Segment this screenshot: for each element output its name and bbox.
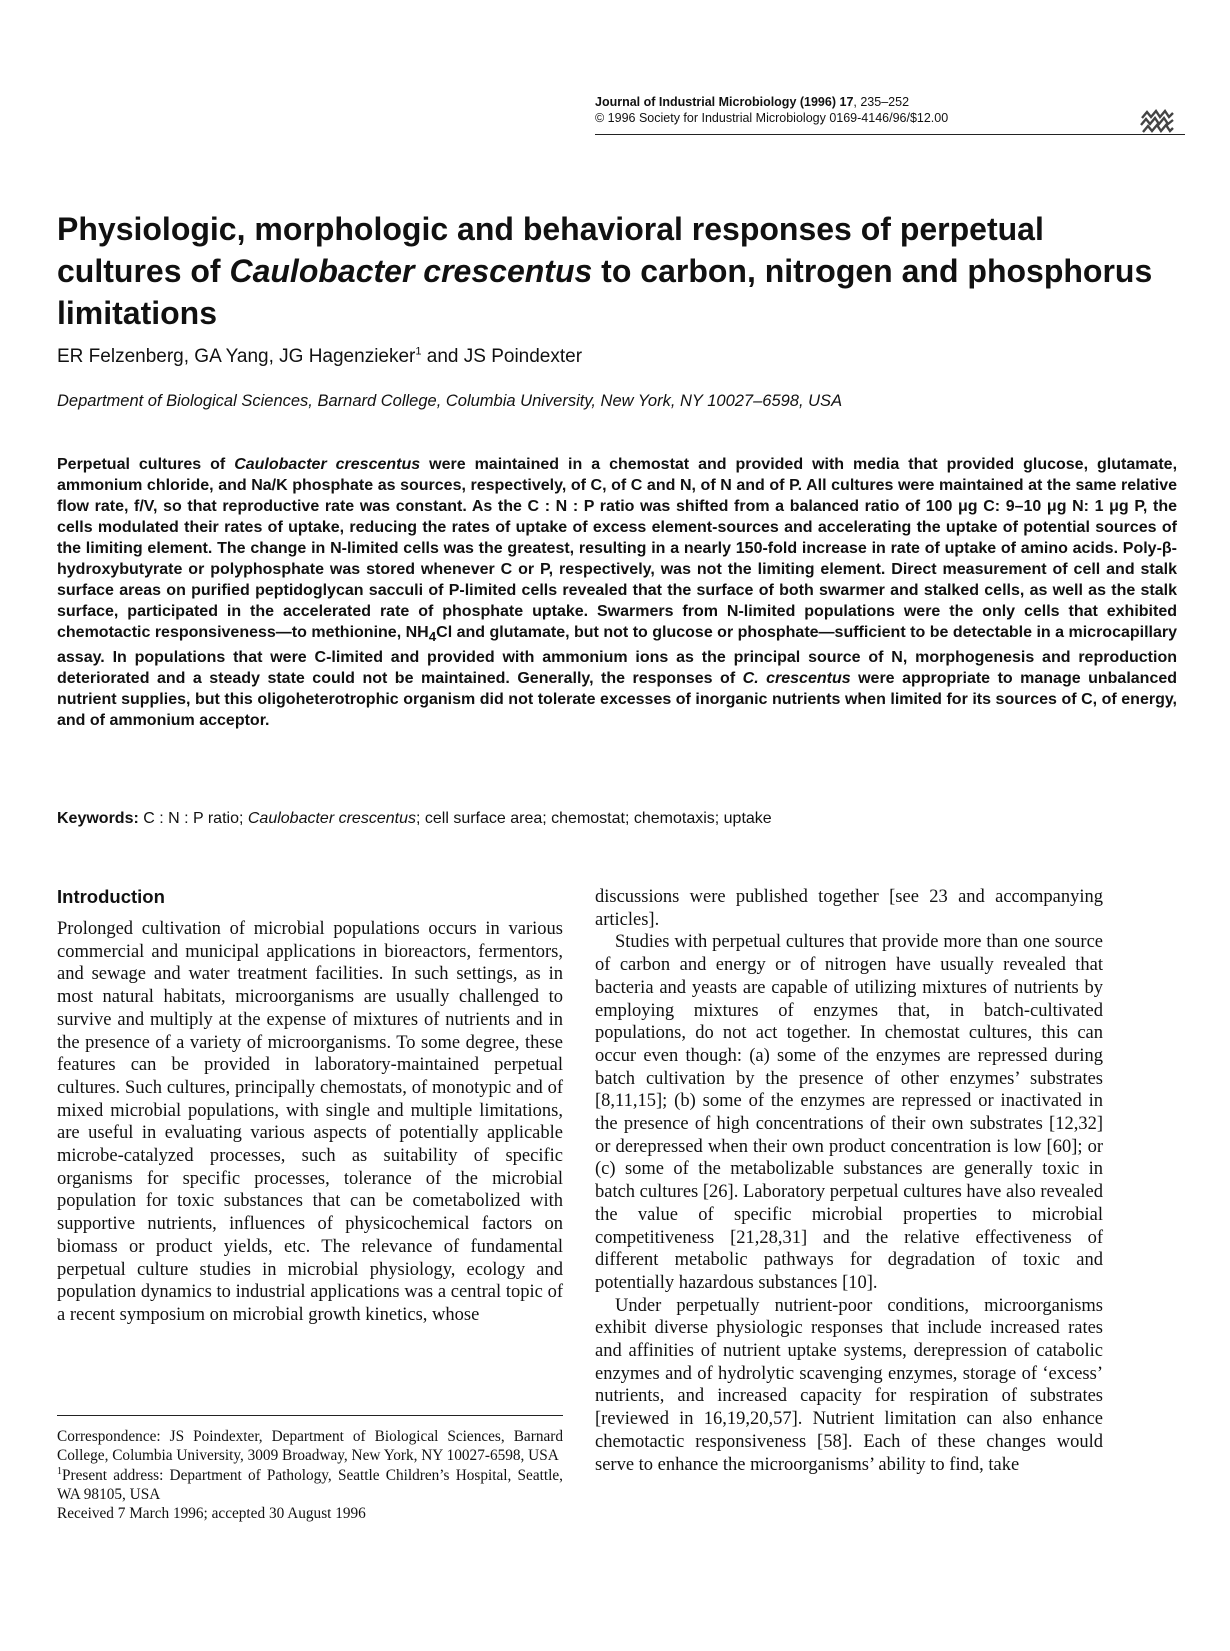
author-names: ER Felzenberg, GA Yang, JG Hagenzieker <box>57 346 416 367</box>
abstract-text-1: Perpetual cultures of <box>57 456 235 473</box>
footnote-received: Received 7 March 1996; accepted 30 August 1996 <box>57 1505 366 1523</box>
affiliation: Department of Biological Sciences, Barnard College, Columbia University, New York, NY 10027–6598, USA <box>57 392 843 410</box>
title-part-1: Physiologic, morphologic and behavioral responses of perpetual cultures of <box>57 211 1044 289</box>
intro-column-left <box>57 918 563 1327</box>
author-last: and JS Poindexter <box>421 346 583 367</box>
footnote-correspondence: Correspondence: JS Poindexter, Department of Biological Sciences, Barnard College, Columbia University, 3009 Broadway, New York, NY 10027-6598, USA <box>57 1428 563 1465</box>
intro-paragraph-3: Under perpetually nutrient-poor conditions, microorganisms exhibit diverse physiologic responses that include increased rates and affinities of nutrient uptake systems, derepression of catabolic enzymes and of hydrolytic scavenging enzymes, storage of ‘excess’ nutrients, and increased capacity for respiration of substrates [reviewed in 16,19,20,57]. Nutrient limitation can also enhance chemotactic responsiveness [58]. Each of these changes would serve to enhance the microorganisms’ ability to find, take <box>595 1295 1103 1475</box>
intro-paragraph-1-cont: discussions were published together [see 23 and accompanying articles]. <box>595 887 1103 930</box>
title-part-2: to carbon, nitrogen and phosphorus limitations <box>57 253 1153 331</box>
keywords-text-2: ; cell surface area; chemostat; chemotaxis; uptake <box>415 810 772 827</box>
abstract-subscript: 4 <box>428 629 437 645</box>
footnote-mark: 1 <box>57 1465 62 1477</box>
footnote-present-text: Present address: Department of Pathology, Seattle Children’s Hospital, Seattle, WA 98105, USA <box>57 1466 563 1503</box>
journal-citation <box>595 94 1185 110</box>
header-rule <box>595 134 1185 135</box>
abstract-text-3: Cl and glutamate, but not to glucose or phosphate—sufficient to be detectable in a microcapillary assay. In populations that were C-limited and provided with ammonium ions as the principal source of N, morphogenesis and reproduction deteriorated and a steady state could not be maintained. Generally, the responses of <box>57 624 1177 688</box>
abstract <box>57 454 1177 731</box>
abstract-text-2: were maintained in a chemostat and provided with media that provided glucose, glutamate, ammonium chloride, and Na/K phosphate as sources, respectively, of C, of C and N, of N and of P. All cultures were maintained at the same relative flow rate, f/V, so that reproductive rate was constant. As the C : N : P ratio was shifted from a balanced ratio of 100 μg C: 9–10 μg N: 1 μg P, the cells modulated their rates of uptake, reducing the rates of uptake of excess element-sources and accelerating the uptake of potential sources of the limiting element. The change in N-limited cells was the greatest, resulting in a nearly 150-fold increase in rate of uptake of amino acids. Poly-β-hydroxybutyrate or polyphosphate was stored whenever C or P, respectively, was not the limiting element. Direct measurement of cell and stalk surface areas on purified peptidoglycan sacculi of P-limited cells revealed that the surface of both swarmer and stalked cells, as well as the stalk surface, participated in the accelerated rate of phosphate uptake. Swarmers from N-limited populations were the only cells that exhibited chemotactic responsiveness—to methionine, NH <box>57 456 1178 641</box>
footnote-rule <box>57 1415 563 1416</box>
journal-volume: 17 <box>839 95 854 109</box>
article-title <box>57 208 1177 334</box>
keywords-text-1: C : N : P ratio; <box>138 810 248 827</box>
section-heading-introduction: Introduction <box>57 886 165 907</box>
author-list <box>57 345 582 369</box>
journal-copyright: © 1996 Society for Industrial Microbiology 0169-4146/96/$12.00 <box>595 111 949 125</box>
keywords <box>57 809 772 829</box>
journal-pages: , 235–252 <box>853 95 910 109</box>
author-footnote-mark: 1 <box>415 345 422 358</box>
footnotes <box>57 1427 563 1523</box>
abstract-species-2: C. crescentus <box>742 670 851 688</box>
abstract-species-1: Caulobacter crescentus <box>234 456 421 473</box>
journal-name: Journal of Industrial Microbiology (1996) <box>595 95 837 109</box>
footnote-present-address <box>57 1466 563 1505</box>
publisher-logo-icon <box>1140 108 1174 134</box>
journal-header <box>595 94 1185 126</box>
keywords-label: Keywords: <box>57 810 139 827</box>
intro-column-right <box>595 886 1103 1476</box>
keywords-species: Caulobacter crescentus <box>247 810 416 827</box>
intro-paragraph-2: Studies with perpetual cultures that provide more than one source of carbon and energy or of nitrogen have usually revealed that bacteria and yeasts are capable of utilizing mixtures of nutrients by employing mixtures of enzymes that, in batch-cultivated populations, do not act together. In chemostat cultures, this can occur even though: (a) some of the enzymes are repressed during batch cultivation by the presence of other enzymes’ substrates [8,11,15]; (b) some of the enzymes are repressed or inactivated in the presence of high concentrations of their own substrates [12,32] or derepressed when their own product concentration is low [60]; or (c) some of the metabolizable substances are generally toxic in batch cultures [26]. Laboratory perpetual cultures have also revealed the value of specific microbial properties to microbial competitiveness [21,28,31] and the relative effectiveness of different metabolic pathways for degradation of toxic and potentially hazardous substances [10]. <box>595 932 1104 1293</box>
intro-paragraph-1: Prolonged cultivation of microbial populations occurs in various commercial and municipal applications in bioreactors, fermentors, and sewage and water treatment facilities. In such settings, as in most natural habitats, microorganisms are usually challenged to survive and multiply at the expense of mixtures of nutrients and in the presence of a variety of microorganisms. To some degree, these features can be provided in laboratory-maintained perpetual cultures. Such cultures, principally chemostats, of monotypic and of mixed microbial populations, with single and multiple limitations, are useful in evaluating various aspects of potentially applicable microbe-catalyzed processes, such as suitability of specific organisms for specific processes, tolerance of the microbial population for toxic substances that can be cometabolized with supportive nutrients, influences of physicochemical factors on biomass or product yields, etc. The relevance of fundamental perpetual culture studies in microbial physiology, ecology and population dynamics to industrial applications was a central topic of a recent symposium on microbial growth kinetics, whose <box>57 919 563 1325</box>
title-species: Caulobacter crescentus <box>229 253 593 289</box>
abstract-text-4: were appropriate to manage unbalanced nutrient supplies, but this oligoheterotrophic organism did not tolerate excesses of inorganic nutrients when limited for its sources of C, of energy, and of ammonium acceptor. <box>57 670 1178 730</box>
